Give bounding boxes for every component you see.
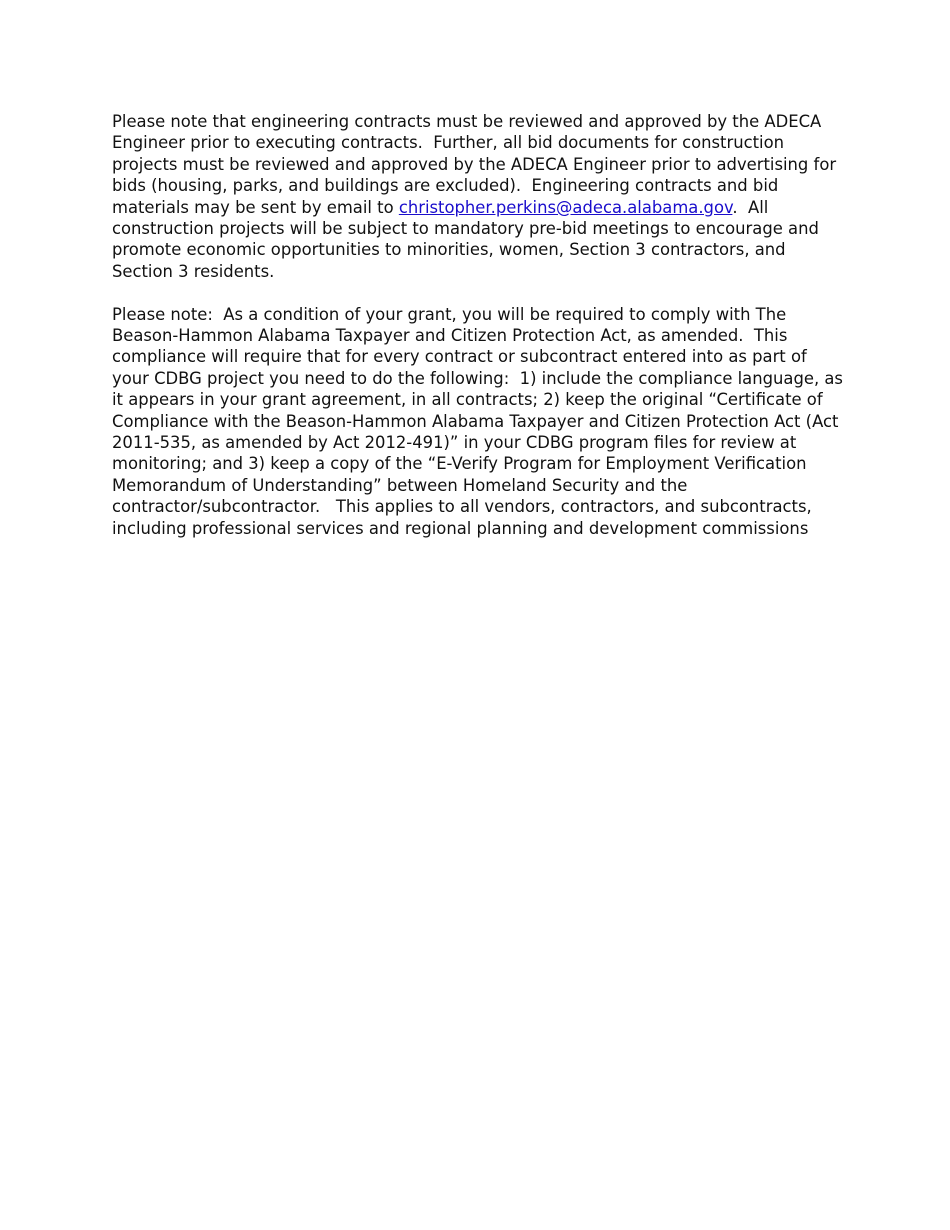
paragraph1-text-before-link: Please note that engineering contracts must be reviewed and approved by the ADECA Engineer prior to executing contracts. Further, all bid documents for construction projects must be reviewed and approved by the ADECA Engineer prior to advertising for bids (housing, parks, and buildings are excluded). Engineering contracts and bid materials may be sent by email to (112, 112, 842, 217)
engineering-contracts-paragraph (112, 111, 848, 282)
paragraph1-text-after-link: . All construction projects will be subject to mandatory pre-bid meetings to encourage and promote economic opportunities to minorities, women, Section 3 contractors, and Section 3 residents. (112, 197, 825, 281)
engineer-email-link[interactable]: christopher.perkins@adeca.alabama.gov (398, 197, 733, 217)
document-body (112, 111, 848, 539)
beason-hammon-compliance-paragraph: Please note: As a condition of your grant, you will be required to comply with The Beason-Hammon Alabama Taxpayer and Citizen Protection Act, as amended. This compliance will require that for every contract or subcontract entered into as part of your CDBG project you need to do the following: 1) include the compliance language, as it appears in your grant agreement, in all contracts; 2) keep the original “Certificate of Compliance with the Beason-Hammon Alabama Taxpayer and Citizen Protection Act (Act 2011-535, as amended by Act 2012-491)” in your CDBG program files for review at monitoring; and 3) keep a copy of the “E-Verify Program for Employment Verification Memorandum of Understanding” between Homeland Security and the contractor/subcontractor. This applies to all vendors, contractors, and subcontracts, including professional services and regional planning and development commissions (112, 304, 849, 538)
